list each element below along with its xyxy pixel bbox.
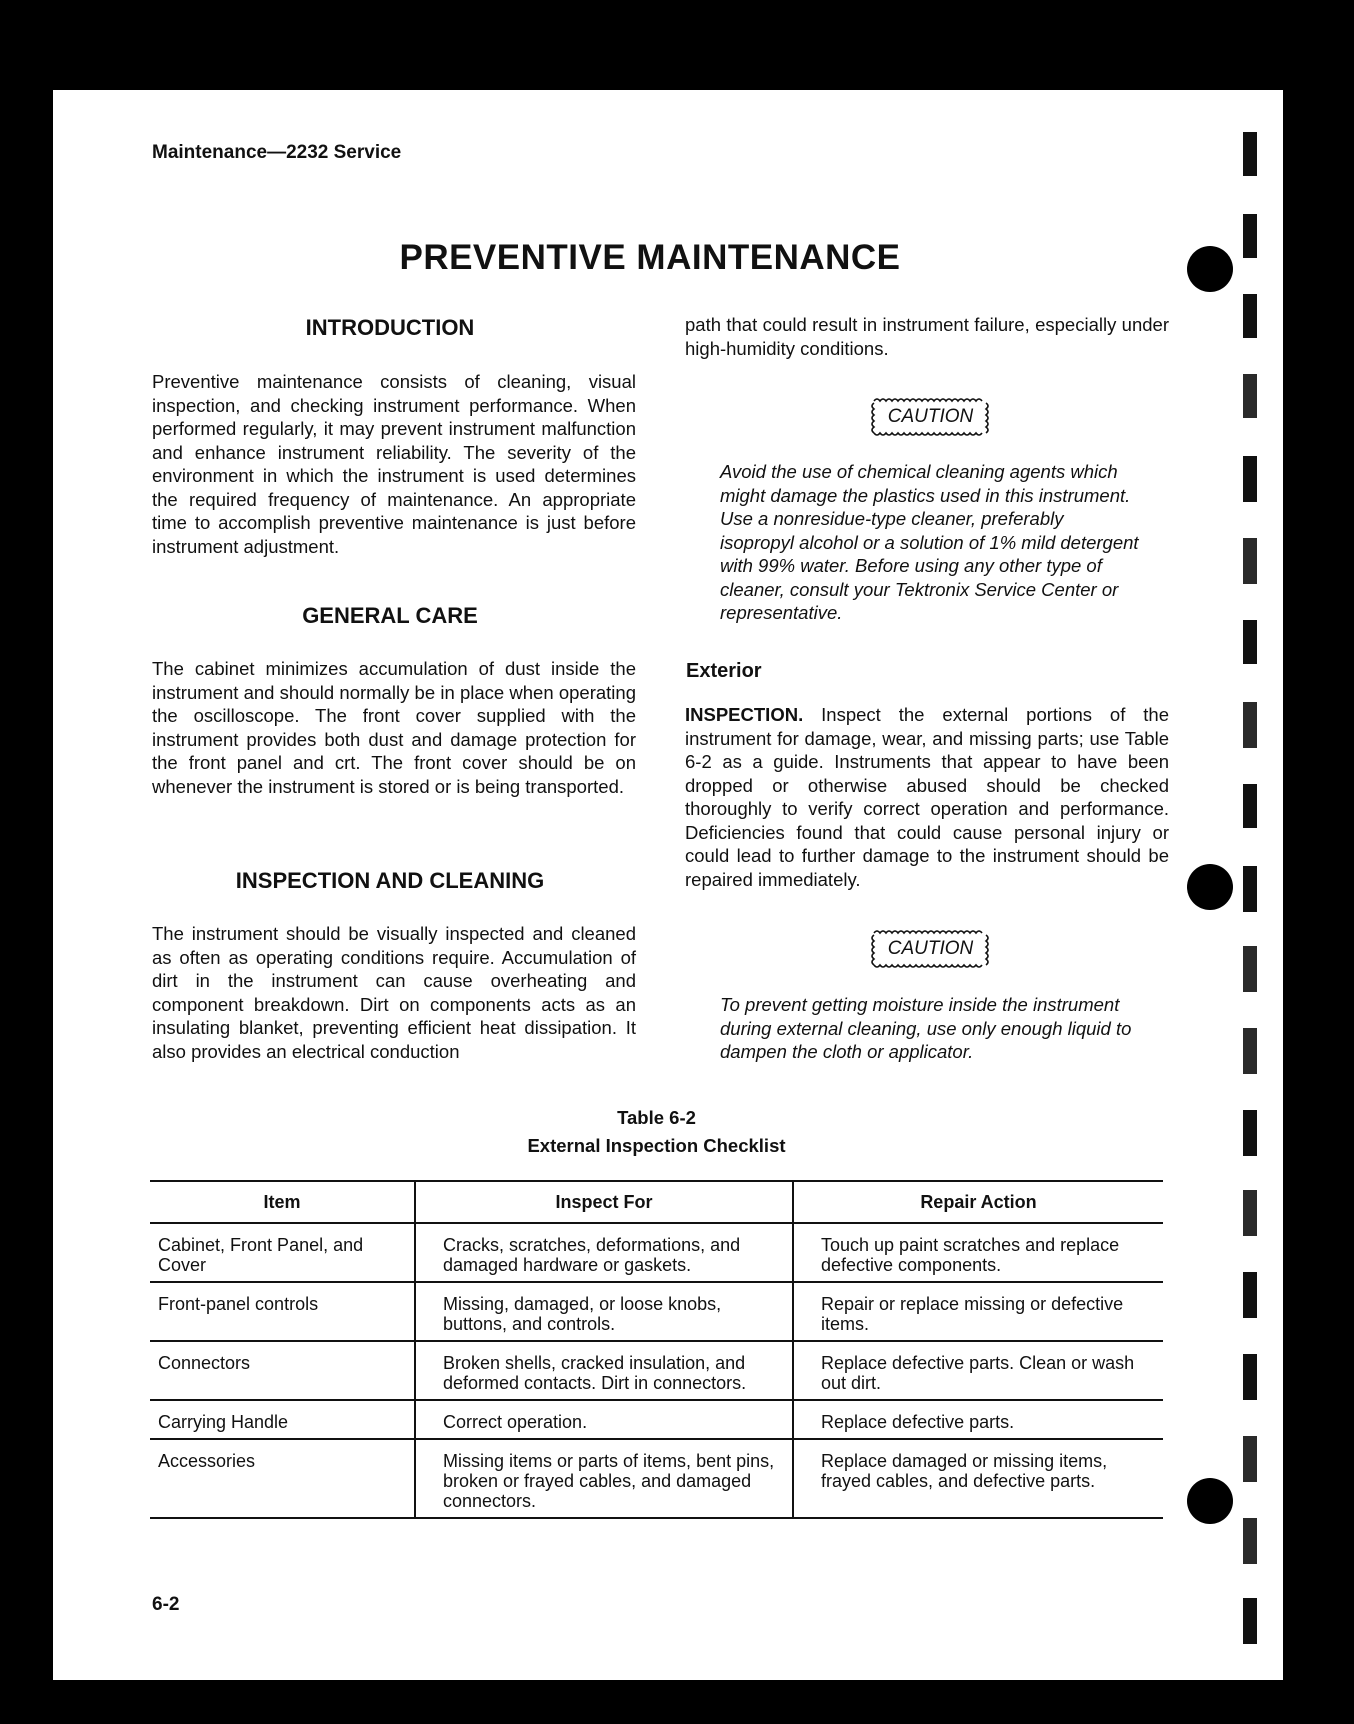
table-row — [150, 1223, 1163, 1282]
introduction-heading: INTRODUCTION — [305, 315, 475, 340]
table-cell: Connectors — [150, 1341, 415, 1400]
exterior-lead: INSPECTION. — [685, 704, 804, 725]
margin-bar — [1243, 456, 1257, 502]
table-row — [150, 1341, 1163, 1400]
caution-2-text: To prevent getting moisture inside the instrument during external cleaning, use only enough liquid to dampen the cloth or applicator. — [720, 994, 1132, 1062]
margin-bar — [1243, 214, 1257, 258]
general-care-heading: GENERAL CARE — [302, 603, 478, 628]
table-row — [150, 1400, 1163, 1439]
scan-margin — [1283, 90, 1354, 1680]
exterior-paragraph — [685, 703, 1169, 891]
column-header: Repair Action — [793, 1181, 1163, 1223]
margin-bar — [1243, 132, 1257, 176]
table-row — [150, 1282, 1163, 1341]
binder-hole-icon — [1187, 1478, 1233, 1524]
table-cell: Accessories — [150, 1439, 415, 1518]
table-cell: Missing items or parts of items, bent pins, broken or frayed cables, and damaged connectors. — [415, 1439, 793, 1518]
margin-bar — [1243, 538, 1257, 584]
inspection-cleaning-continued — [685, 313, 1169, 360]
caution-label-1 — [868, 395, 993, 439]
general-care-paragraph: The cabinet minimizes accumulation of dust inside the instrument and should normally be in place when operating the oscilloscope. The front cover supplied with the instrument provides both dust and damage protection for the front panel and crt. The front cover should be on whenever the instrument is stored or is being transported. — [152, 658, 636, 797]
table-cell: Replace defective parts. Clean or wash out dirt. — [793, 1341, 1163, 1400]
table-header-row — [150, 1181, 1163, 1223]
margin-bar — [1243, 866, 1257, 912]
table-cell: Front-panel controls — [150, 1282, 415, 1341]
page-number: 6-2 — [152, 1594, 180, 1615]
margin-bar — [1243, 946, 1257, 992]
table-cell: Cabinet, Front Panel, and Cover — [150, 1223, 415, 1282]
table-cell: Missing, damaged, or loose knobs, buttons, and controls. — [415, 1282, 793, 1341]
column-header: Item — [150, 1181, 415, 1223]
table-cell: Touch up paint scratches and replace defective components. — [793, 1223, 1163, 1282]
table-cell: Replace damaged or missing items, frayed cables, and defective parts. — [793, 1439, 1163, 1518]
inspection-cleaning-body — [152, 922, 636, 1063]
inspection-cleaning-paragraph: The instrument should be visually inspected and cleaned as often as operating conditions require. Accumulation of dirt in the instrument can cause overheating and component breakdown. Dirt on components acts as an insulating blanket, preventing efficient heat dissipation. It also provides an electrical conduction — [152, 923, 636, 1062]
table-cell: Correct operation. — [415, 1400, 793, 1439]
margin-bar — [1243, 1598, 1257, 1644]
caution-label-2 — [868, 927, 993, 971]
margin-bar — [1243, 294, 1257, 338]
column-header: Inspect For — [415, 1181, 793, 1223]
margin-bar — [1243, 374, 1257, 418]
table-title: External Inspection Checklist — [527, 1135, 786, 1156]
margin-bar — [1243, 620, 1257, 664]
table-cell: Replace defective parts. — [793, 1400, 1163, 1439]
table-cell: Repair or replace missing or defective items. — [793, 1282, 1163, 1341]
introduction-paragraph: Preventive maintenance consists of cleaning, visual inspection, and checking instrument performance. When performed regularly, it may prevent instrument malfunction and enhance instrument reliability. The severity of the environment in which the instrument is used determines the required frequency of maintenance. An appropriate time to accomplish preventive maintenance is just before instrument adjustment. — [152, 371, 636, 557]
inspection-checklist-table — [150, 1180, 1163, 1519]
binder-hole-icon — [1187, 246, 1233, 292]
margin-bar — [1243, 1190, 1257, 1236]
table-caption — [150, 1104, 1163, 1160]
binder-hole-icon — [1187, 864, 1233, 910]
table-cell: Cracks, scratches, deformations, and damaged hardware or gaskets. — [415, 1223, 793, 1282]
introduction-body — [152, 370, 636, 558]
margin-bar — [1243, 1354, 1257, 1400]
exterior-heading: Exterior — [686, 660, 762, 682]
inspection-cleaning-heading: INSPECTION AND CLEANING — [235, 868, 545, 893]
page-title: PREVENTIVE MAINTENANCE — [399, 238, 901, 277]
continued-paragraph: path that could result in instrument failure, especially under high-humidity conditions. — [685, 314, 1169, 359]
caution-1-text: Avoid the use of chemical cleaning agents which might damage the plastics used in this instrument. Use a nonresidue-type cleaner, preferably isopropyl alcohol or a solution of 1% mild detergent with 99% water. Before using any other type of cleaner, consult your Tektronix Service Center or representative. — [720, 461, 1139, 623]
exterior-text: Inspect the external portions of the instrument for damage, wear, and missing parts; use Table 6-2 as a guide. Instruments that appear to have been dropped or otherwise abused should be checked thoroughly to verify correct operation and performance. Deficiencies found that could cause personal injury or could lead to further damage to the instrument should be repaired immediately. — [685, 704, 1170, 890]
table-row — [150, 1439, 1163, 1518]
table-number: Table 6-2 — [617, 1107, 696, 1128]
margin-bar — [1243, 1028, 1257, 1074]
margin-bar — [1243, 1272, 1257, 1318]
table-cell: Carrying Handle — [150, 1400, 415, 1439]
margin-bar — [1243, 784, 1257, 828]
caution-label-text: CAUTION — [887, 938, 974, 959]
margin-bar — [1243, 1110, 1257, 1156]
margin-bar — [1243, 1436, 1257, 1482]
general-care-body — [152, 657, 636, 798]
margin-bar — [1243, 702, 1257, 748]
table-cell: Broken shells, cracked insulation, and deformed contacts. Dirt in connectors. — [415, 1341, 793, 1400]
margin-bar — [1243, 1518, 1257, 1564]
caution-label-text: CAUTION — [887, 406, 974, 427]
running-header: Maintenance—2232 Service — [152, 142, 402, 163]
exterior-body — [685, 703, 1169, 891]
